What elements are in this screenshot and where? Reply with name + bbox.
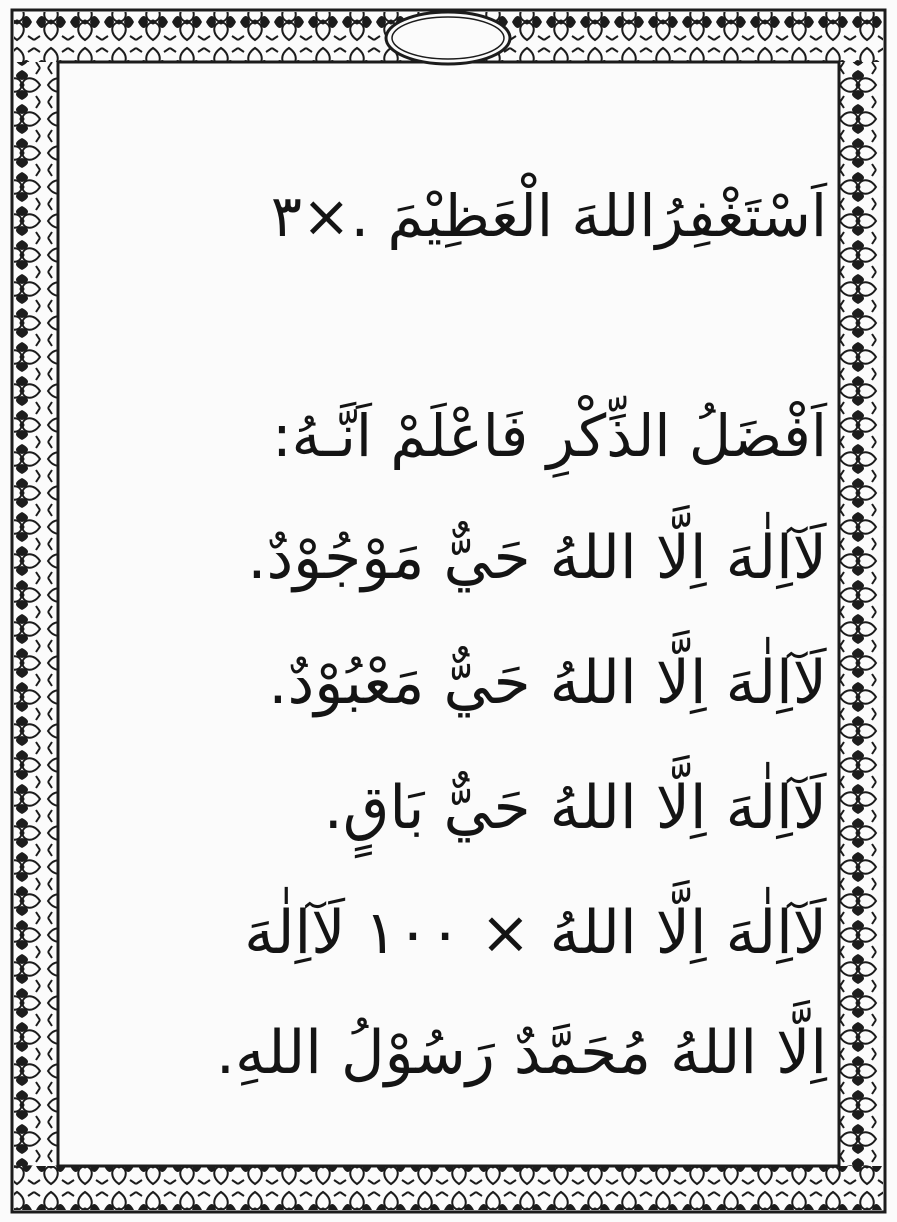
text-line-afdal-dhikr: اَفْضَلُ الذِّكْرِ فَاعْلَمْ اَنَّـهُ:: [272, 402, 827, 470]
text-line-hayyun-mabud: لَآاِلٰهَ اِلَّا اللهُ حَيٌّ مَعْبُوْدٌ.: [268, 648, 827, 718]
prayer-text: [70, 85, 827, 1170]
text-line-tahlil-100: لَآاِلٰهَ اِلَّا اللهُ × ١٠٠ لَآاِلٰهَ: [244, 898, 827, 968]
text-line-istighfar: اَسْتَغْفِرُاللهَ الْعَظِيْمَ .×٣: [270, 182, 827, 250]
text-line-hayyun-baq: لَآاِلٰهَ اِلَّا اللهُ حَيٌّ بَاقٍ.: [323, 773, 827, 843]
text-line-hayyun-mawjud: لَآاِلٰهَ اِلَّا اللهُ حَيٌّ مَوْجُوْدٌ.: [247, 523, 827, 593]
text-line-shahada: اِلَّا اللهُ مُحَمَّدٌ رَسُوْلُ اللهِ.: [215, 1018, 827, 1088]
